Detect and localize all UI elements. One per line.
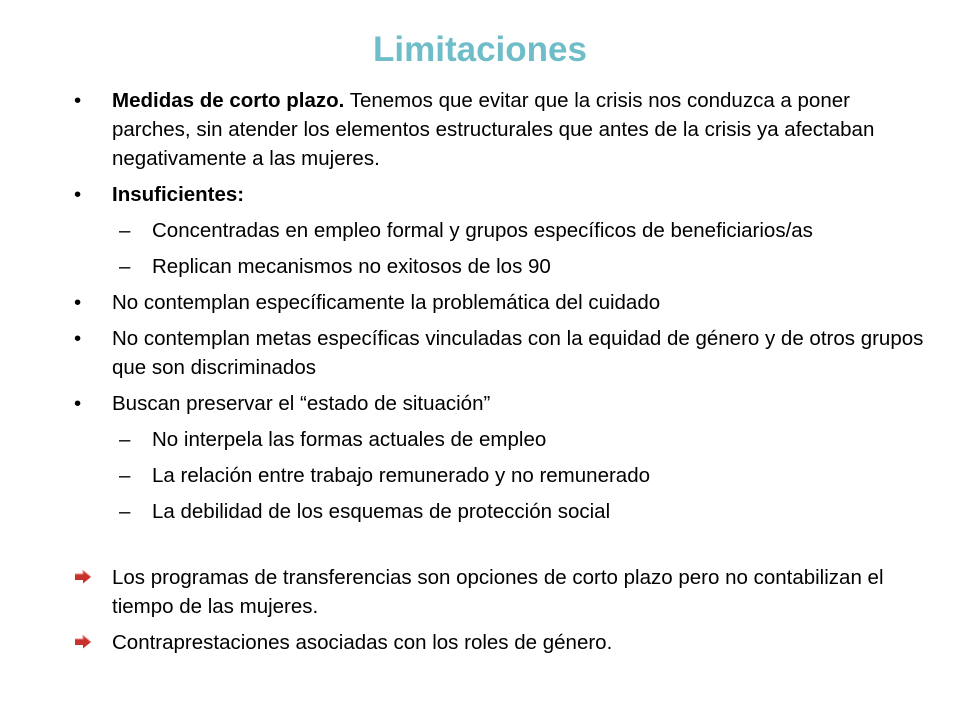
sub-bullet-text: La relación entre trabajo remunerado y no remunerado bbox=[152, 464, 650, 487]
bullet-marker: • bbox=[74, 392, 82, 415]
bullet-text: Tenemos que evitar que la crisis nos conduzca a poner parches, sin atender los elementos estructurales que antes de la crisis ya afectaban negativamente a las mujeres. bbox=[112, 89, 875, 170]
bullet-item bbox=[72, 86, 932, 173]
sub-bullet-text: La debilidad de los esquemas de protección social bbox=[152, 500, 611, 523]
arrow-bullet-item bbox=[72, 563, 932, 621]
arrow-bullet-text: Los programas de transferencias son opciones de corto plazo pero no contabilizan el tiempo de las mujeres. bbox=[112, 566, 884, 618]
bullet-text: No contemplan específicamente la problemática del cuidado bbox=[112, 291, 661, 314]
arrow-right-icon bbox=[74, 635, 92, 649]
slide-title: Limitaciones bbox=[373, 30, 587, 69]
arrow-right-icon bbox=[74, 570, 92, 584]
sub-bullet-item bbox=[72, 252, 932, 281]
slide-content bbox=[72, 86, 932, 657]
bullet-marker: • bbox=[74, 183, 82, 206]
bullet-marker: • bbox=[74, 89, 82, 112]
dash-marker: – bbox=[119, 219, 131, 242]
sub-bullet-item bbox=[72, 425, 932, 454]
bullet-bold-text: Insuficientes: bbox=[112, 183, 245, 206]
sub-bullet-item bbox=[72, 461, 932, 490]
bullet-item bbox=[72, 180, 932, 209]
bullet-item bbox=[72, 324, 932, 382]
bullet-marker: • bbox=[74, 327, 82, 350]
bullet-marker: • bbox=[74, 291, 82, 314]
bullet-text: No contemplan metas específicas vinculadas con la equidad de género y de otros grupos que son discriminados bbox=[112, 327, 924, 379]
bullet-item bbox=[72, 288, 932, 317]
bullet-bold-text: Medidas de corto plazo. bbox=[112, 89, 345, 112]
bullet-item bbox=[72, 389, 932, 418]
sub-bullet-item bbox=[72, 497, 932, 526]
arrow-bullet-text: Contraprestaciones asociadas con los roles de género. bbox=[112, 631, 613, 654]
sub-bullet-text: Replican mecanismos no exitosos de los 90 bbox=[152, 255, 551, 278]
dash-marker: – bbox=[119, 255, 131, 278]
bullet-text: Buscan preservar el “estado de situación” bbox=[112, 392, 491, 415]
dash-marker: – bbox=[119, 428, 131, 451]
dash-marker: – bbox=[119, 464, 131, 487]
sub-bullet-text: No interpela las formas actuales de empleo bbox=[152, 428, 547, 451]
sub-bullet-item bbox=[72, 216, 932, 245]
arrow-bullet-item bbox=[72, 628, 932, 657]
dash-marker: – bbox=[119, 500, 131, 523]
sub-bullet-text: Concentradas en empleo formal y grupos específicos de beneficiarios/as bbox=[152, 219, 813, 242]
